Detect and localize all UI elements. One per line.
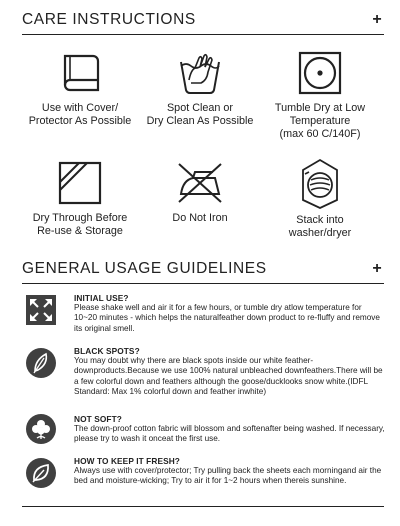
care-item-no-iron xyxy=(138,160,262,225)
care-item-tumble-dry xyxy=(258,50,382,141)
guidelines-section-title: GENERAL USAGE GUIDELINES xyxy=(22,260,267,277)
bottom-divider xyxy=(22,506,384,507)
guideline-item-not-soft xyxy=(26,414,386,448)
dry-flat-icon xyxy=(57,160,103,206)
guideline-body: Please shake well and air it for a few hours, or tumble dry atlow temperature for 10~20 minutes - which helps the naturalfeather down product to re-fluffy and remove its original smell. xyxy=(74,303,380,333)
tumble-dry-icon xyxy=(297,50,343,96)
care-section-title: CARE INSTRUCTIONS xyxy=(22,11,196,28)
guideline-title: INITIAL USE? xyxy=(74,293,129,303)
folded-cover-icon xyxy=(57,50,103,96)
cotton-flower-icon xyxy=(26,414,56,444)
guidelines-expand-button[interactable]: + xyxy=(372,260,382,277)
guideline-title: BLACK SPOTS? xyxy=(74,346,140,356)
care-item-cover xyxy=(18,50,142,128)
washer-icon xyxy=(293,156,347,210)
guideline-body: Always use with cover/protector; Try pulling back the sheets each morningand air the bed and moisture-wicking; Try to air it for 1~2 hours when thereis sunshine. xyxy=(74,466,382,486)
care-item-label: Spot Clean or Dry Clean As Possible xyxy=(146,102,254,127)
guideline-text xyxy=(74,456,386,487)
care-item-dry-flat xyxy=(18,160,142,238)
care-section-header[interactable] xyxy=(22,9,384,31)
care-item-label: Stack into washer/dryer xyxy=(288,214,352,239)
care-section-divider xyxy=(22,34,384,35)
care-item-label: Tumble Dry at Low Temperature (max 60 C/140F) xyxy=(274,102,366,140)
expand-arrows-icon xyxy=(26,295,56,325)
guideline-title: HOW TO KEEP IT FRESH? xyxy=(74,456,180,466)
guideline-text xyxy=(74,346,386,398)
guideline-title: NOT SOFT? xyxy=(74,414,122,424)
guideline-item-initial-use xyxy=(26,293,386,339)
guideline-text xyxy=(74,293,386,334)
care-item-label: Do Not Iron xyxy=(172,212,228,224)
care-item-washer xyxy=(258,156,382,240)
guideline-item-black-spots xyxy=(26,346,386,406)
guideline-text xyxy=(74,414,386,445)
hand-wash-icon xyxy=(177,50,223,96)
care-item-label: Use with Cover/ Protector As Possible xyxy=(28,102,132,127)
guidelines-section-divider xyxy=(22,283,384,284)
feather-icon xyxy=(26,348,56,378)
leaf-icon xyxy=(26,458,56,488)
guidelines-section-header[interactable] xyxy=(22,258,384,280)
care-item-label: Dry Through Before Re-use & Storage xyxy=(32,212,128,237)
care-expand-button[interactable]: + xyxy=(372,11,382,28)
do-not-iron-icon xyxy=(175,160,225,206)
guideline-body: You may doubt why there are black spots inside our white feather-downproducts.Because we use 100% natural unbleached downfeathers.There will be a few colorful down and feathers although the goose/ducklooks snow white.(IDFL Standard: Max 1% colorful down and feather inwhite) xyxy=(74,356,383,397)
guideline-item-keep-fresh xyxy=(26,456,386,500)
guideline-body: The down-proof cotton fabric will blossom and softenafter being washed. If necessary, please try to wash it onceat the first use. xyxy=(74,424,385,444)
care-item-spot-clean xyxy=(138,50,262,128)
